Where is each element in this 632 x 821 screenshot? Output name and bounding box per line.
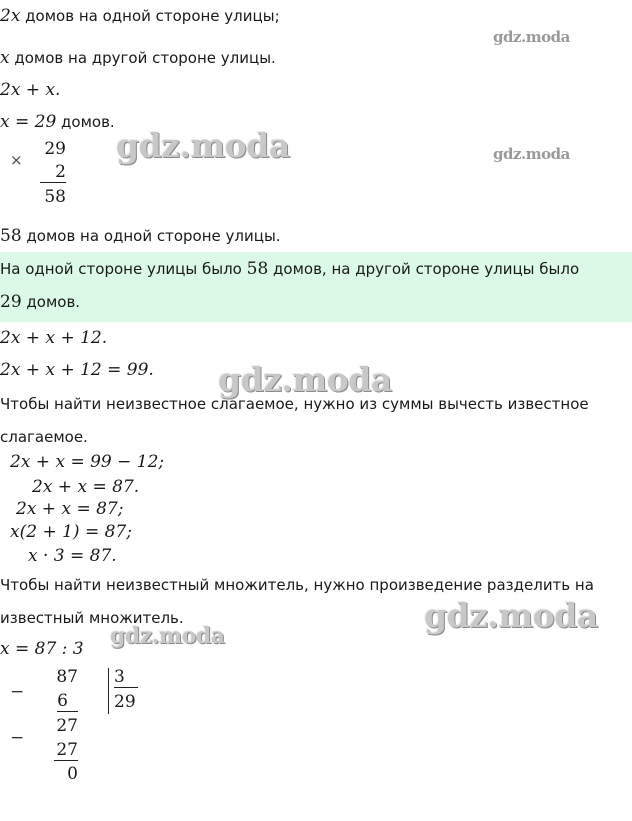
text: домов, на другой стороне улицы было [268, 260, 580, 278]
line-4 [0, 112, 115, 132]
factor-top: 29 [44, 139, 66, 159]
text: домов. [21, 293, 81, 311]
line-2 [0, 48, 276, 68]
math-eq: 2x + x + 12 = 99. [0, 360, 154, 380]
line-6 [0, 328, 107, 348]
line-5 [0, 226, 281, 246]
text: домов. [56, 113, 115, 131]
equation-2: 2x + x = 87. [32, 477, 140, 497]
number: 58 [0, 226, 22, 246]
equation-6: x = 87 : 3 [0, 639, 84, 659]
math-eq: x = 29 [0, 112, 57, 132]
dividend: 87 [56, 667, 78, 687]
rule-1-line-b: слагаемое. [0, 428, 88, 446]
text: домов на одной стороне улицы; [20, 7, 280, 25]
multiply-sign: × [10, 151, 23, 169]
subtrahend-2: 27 [54, 740, 78, 761]
math-2x: 2x [0, 6, 21, 26]
minus-sign-2: − [10, 728, 25, 748]
watermark-logo: gdz.moda [116, 126, 290, 165]
rule-2-line-b: известный множитель. [0, 609, 184, 627]
remainder-1: 27 [56, 716, 78, 736]
equation-5: x · 3 = 87. [28, 546, 117, 566]
math-expr: 2x + x. [0, 80, 61, 100]
text: домов на другой стороне улицы. [9, 49, 276, 67]
math-expr: 2x + x + 12. [0, 328, 108, 348]
rule-2-line-a: Чтобы найти неизвестный множитель, нужно произведение разделить на [0, 576, 594, 594]
text: На одной стороне улицы было [0, 260, 247, 278]
watermark-logo: gdz.moda [110, 623, 225, 649]
answer-line-1 [0, 259, 579, 279]
line-1 [0, 6, 280, 26]
divisor: 3 [114, 667, 138, 688]
watermark-logo: gdz.moda [493, 28, 570, 46]
watermark-logo: gdz.moda [493, 145, 570, 163]
quotient: 29 [114, 692, 136, 712]
watermark-logo: gdz.moda [424, 596, 598, 635]
watermark-logo: gdz.moda [218, 360, 392, 399]
line-3 [0, 80, 60, 100]
remainder-2: 0 [67, 764, 78, 784]
number: 29 [0, 292, 22, 312]
subtrahend-1-value: 6 [57, 691, 78, 712]
line-7 [0, 360, 154, 380]
equation-3: 2x + x = 87; [16, 499, 124, 519]
answer-block [0, 252, 632, 322]
minus-sign-1: − [10, 682, 25, 702]
rule-1-line-a: Чтобы найти неизвестное слагаемое, нужно из суммы вычесть известное [0, 395, 589, 413]
factor-bottom: 2 [40, 162, 66, 183]
math-x: x [0, 48, 10, 68]
equation-4: x(2 + 1) = 87; [10, 522, 132, 542]
answer-line-2 [0, 292, 80, 312]
text: домов на одной стороне улицы. [21, 227, 281, 245]
product: 58 [44, 187, 66, 207]
number: 58 [246, 259, 269, 279]
subtrahend-1 [54, 691, 78, 711]
equation-1: 2x + x = 99 − 12; [10, 452, 165, 472]
division-bar [108, 668, 109, 714]
